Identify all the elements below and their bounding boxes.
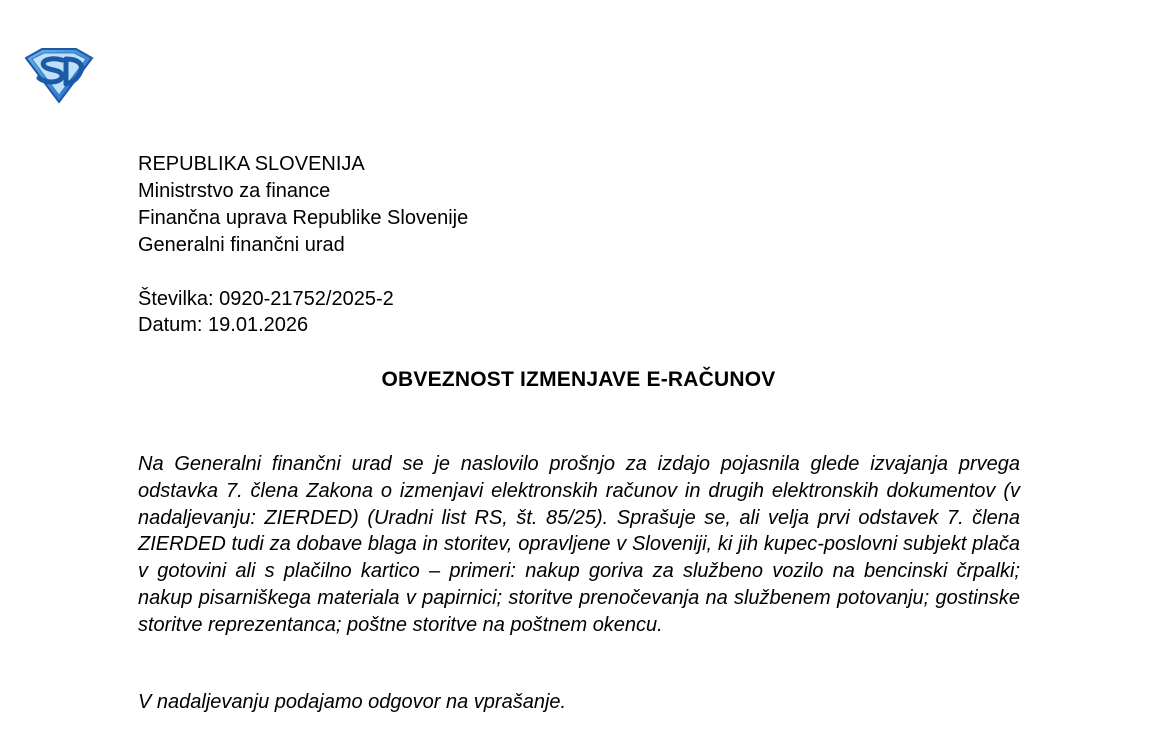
body-closing-line: V nadaljevanju podajamo odgovor na vprašanje. [138,691,567,713]
issuer-line-administration: Finančna uprava Republike Slovenije [138,207,469,229]
fu-shield-logo-icon [22,46,96,104]
issuer-block [138,151,468,259]
document-date: Datum: 19.01.2026 [138,314,309,336]
document-number: Številka: 0920-21752/2025-2 [138,288,394,310]
issuer-line-office: Generalni finančni urad [138,234,345,256]
document-meta [138,286,394,338]
body-paragraph: Na Generalni finančni urad se je naslovilo prošnjo za izdajo pojasnila glede izvajanja prvega odstavka 7. člena Zakona o izmenjavi elektronskih računov in drugih elektronskih dokumentov (v nadaljevanju: ZIERDED) (Uradni list RS, št. 85/25). Sprašuje se, ali velja prvi odstavek 7. člena ZIERDED tudi za dobave blaga in storitev, opravljene v Sloveniji, ki jih kupec-poslovni subjekt plača v gotovini ali s plačilno kartico – primeri: nakup goriva za službeno vozilo na bencinski črpalki; nakup pisarniškega materiala v papirnici; storitve prenočevanja na službenem potovanju; gostinske storitve reprezentanca; poštne storitve na poštnem okencu. [138,453,1020,636]
issuer-line-ministry: Ministrstvo za finance [138,180,331,202]
issuer-line-republic: REPUBLIKA SLOVENIJA [138,153,365,175]
document-title: OBVEZNOST IZMENJAVE E-RAČUNOV [381,368,776,391]
